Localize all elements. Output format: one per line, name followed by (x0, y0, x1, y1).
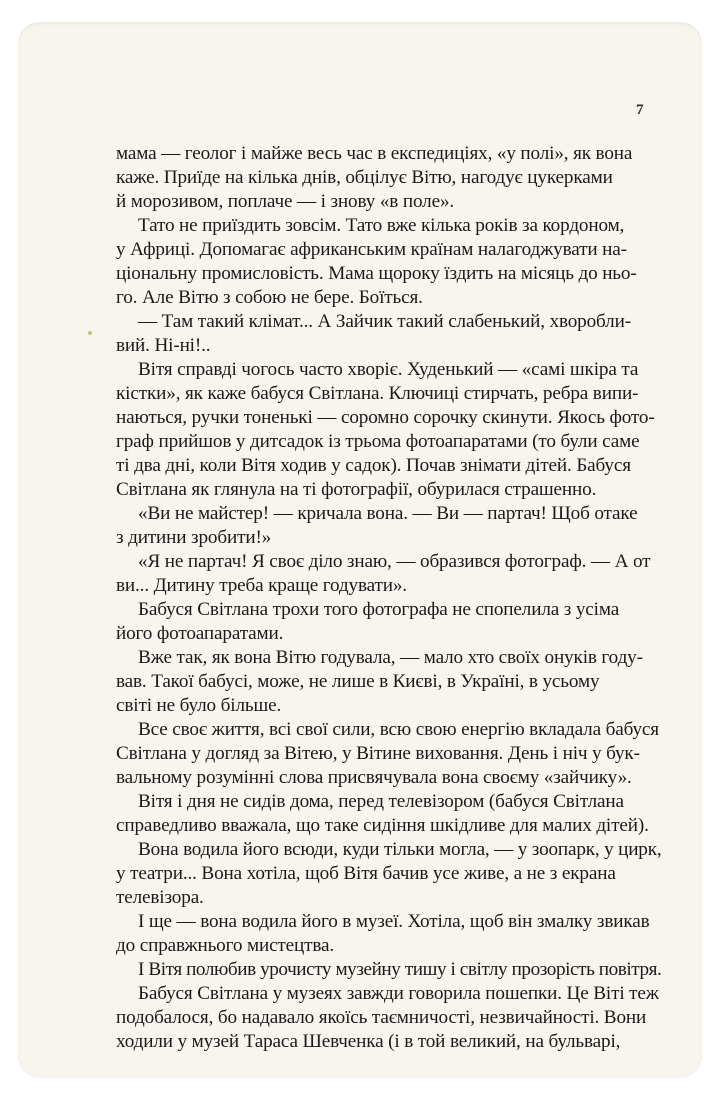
text-line: ті два дні, коли Вітя ходив у садок). Почав знімати дітей. Бабуся (116, 455, 631, 476)
text-line: Бабуся Світлана трохи того фотографа не спопелила з усіма (138, 599, 620, 620)
text-line: Тато не приїздить зовсім. Тато вже кілька років за кордоном, (138, 215, 625, 236)
text-line: з дитини зробити!» (116, 527, 272, 548)
text-line: у театри... Вона хотіла, щоб Вітя бачив усе живе, а не з екрана (116, 863, 616, 884)
text-line: ви... Дитину треба краще годувати». (116, 575, 407, 596)
book-page (18, 22, 702, 1078)
text-line: граф прийшов у дитсадок із трьома фотоапаратами (то були саме (116, 431, 640, 452)
margin-mark (88, 331, 92, 335)
text-line: вий. Ні-ні!.. (116, 335, 211, 356)
text-line: ходили у музей Тараса Шевченка (і в той великий, на бульварі, (116, 1031, 621, 1052)
text-line: й морозивом, поплаче — і знову «в поле». (116, 191, 455, 212)
text-line: Світлана у догляд за Вітею, у Вітине виховання. День і ніч у бук- (116, 743, 640, 764)
text-line: вав. Такої бабусі, може, не лише в Києві, в Україні, в усьому (116, 671, 600, 692)
text-line: телевізора. (116, 887, 204, 908)
text-line: ціональну промисловість. Мама щороку їздить на місяць до ньо- (116, 263, 637, 284)
text-line: його фотоапаратами. (116, 623, 284, 644)
text-line: світі не було більше. (116, 695, 282, 716)
text-line: вальному розумінні слова присвячувала вона своєму «зайчику». (116, 767, 632, 788)
text-line: Вітя справді чогось часто хворіє. Худенький — «самі шкіра та (138, 359, 639, 380)
text-line: Вже так, як вона Вітю годувала, — мало хто своїх онуків году- (138, 647, 643, 668)
text-line: «Я не партач! Я своє діло знаю, — образився фотограф. — А от (138, 551, 651, 572)
text-line: Вітя і дня не сидів дома, перед телевізором (бабуся Світлана (138, 791, 624, 812)
text-line: справедливо вважала, що таке сидіння шкідливе для малих дітей). (116, 815, 649, 836)
body-text (116, 142, 661, 1054)
page-number: 7 (636, 102, 644, 118)
text-line: Вона водила його всюди, куди тільки могла, — у зоопарк, у цирк, (138, 839, 662, 860)
text-line: — Там такий клімат... А Зайчик такий слабенький, хворобли- (138, 311, 631, 332)
text-line: «Ви не майстер! — кричала вона. — Ви — партач! Щоб отаке (138, 503, 638, 524)
text-line: каже. Приїде на кілька днів, обцілує Вітю, нагодує цукерками (116, 167, 613, 188)
text-line: Бабуся Світлана у музеях завжди говорила пошепки. Це Віті теж (138, 983, 659, 1004)
text-line: кістки», як каже бабуся Світлана. Ключиці стирчать, ребра випи- (116, 383, 639, 404)
text-line: Все своє життя, всі свої сили, всю свою енергію вкладала бабуся (138, 719, 659, 740)
text-line: І Вітя полюбив урочисту музейну тишу і світлу прозорість повітря. (138, 959, 662, 980)
text-line: І ще — вона водила його в музеї. Хотіла, щоб він змалку звикав (138, 911, 650, 932)
text-line: до справжнього мистецтва. (116, 935, 335, 956)
text-line: наються, ручки тоненькі — соромно сорочку скинути. Якось фото- (116, 407, 655, 428)
text-line: подобалося, бо надавало якоїсь таємничості, незвичайності. Вони (116, 1007, 647, 1028)
text-line: Світлана як глянула на ті фотографії, обурилася страшенно. (116, 479, 597, 500)
text-line: у Африці. Допомагає африканським країнам налагоджувати на- (116, 239, 627, 260)
text-line: го. Але Вітю з собою не бере. Боїться. (116, 287, 423, 308)
text-line: мама — геолог і майже весь час в експедиціях, «у полі», як вона (116, 143, 633, 164)
